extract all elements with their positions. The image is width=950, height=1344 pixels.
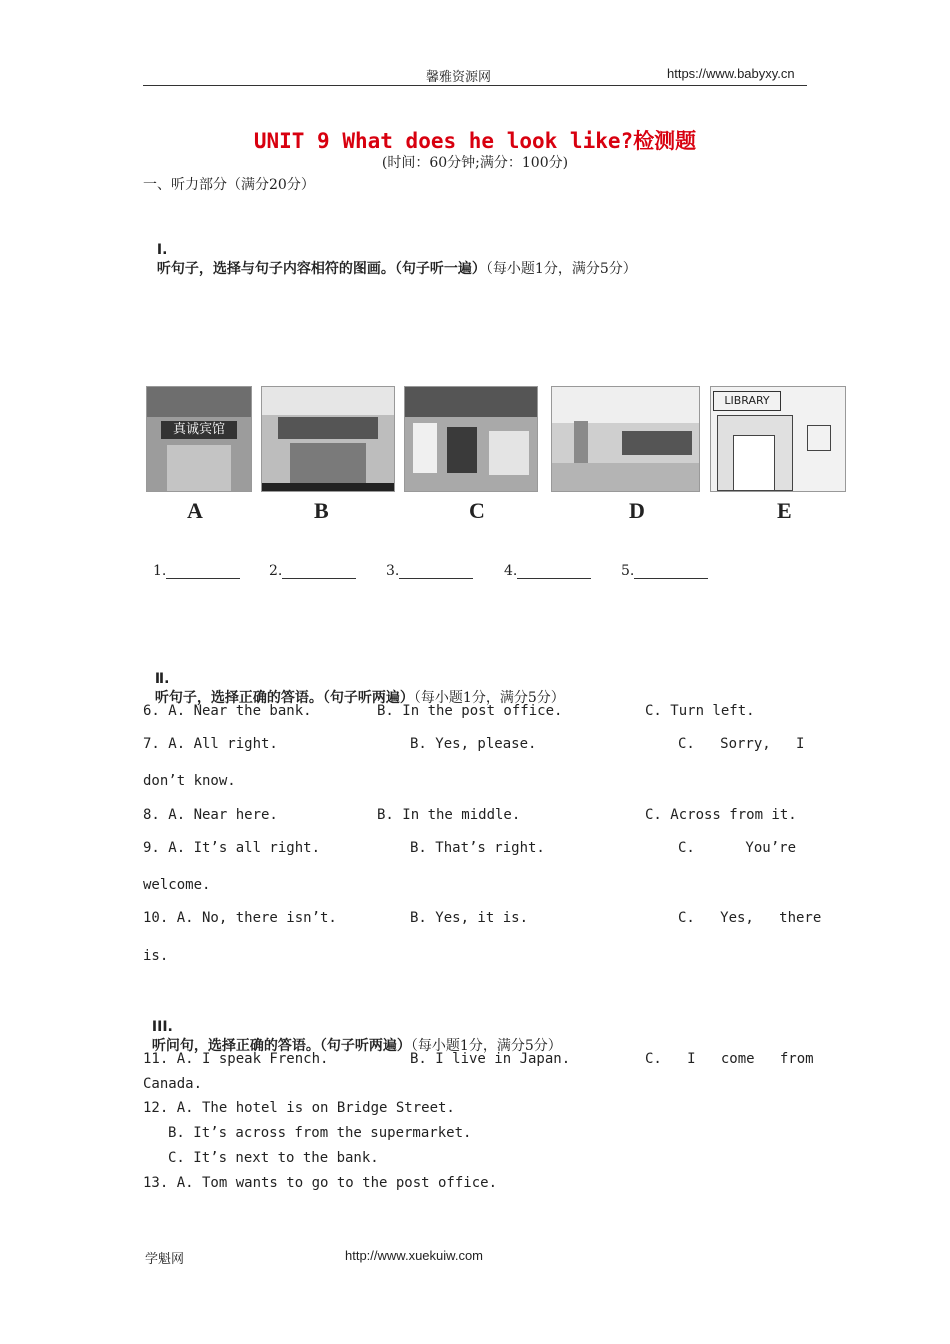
section-3-instruction: 听问句，选择正确的答语。（句子听两遍） [151,1038,411,1054]
q9-option-c: C. You’re [678,840,797,856]
blank-number: 3. [386,563,400,579]
picture-c-market [404,386,538,492]
picture-e-library [710,386,846,492]
answer-blank-3[interactable] [386,563,473,579]
q13-option-a: 13. A. Tom wants to go to the post office. [143,1175,498,1191]
picture-a-sign: 真诚宾馆 [161,421,237,439]
q6-option-c: C. Turn left. [645,703,755,719]
q10-option-b: B. Yes, it is. [410,910,529,926]
blank-number: 5. [621,563,635,579]
q10-option-c: C. Yes, there [678,910,822,926]
q9-option-a: 9. A. It’s all right. [143,840,321,856]
section-1-heading [148,226,637,278]
answer-blank-1[interactable] [153,563,240,579]
q9-option-b: B. That’s right. [410,840,545,856]
q8-option-c: C. Across from it. [645,807,797,823]
q7-option-a: 7. A. All right. [143,736,278,752]
q10-option-c-cont: is. [143,948,169,964]
section-3-note: （每小题1分，满分5分） [410,1038,562,1054]
q12-option-a: 12. A. The hotel is on Bridge Street. [143,1100,455,1116]
picture-label-d: D [629,498,645,523]
q6-option-a: 6. A. Near the bank. [143,703,312,719]
q8-option-a: 8. A. Near here. [143,807,278,823]
q11-option-c: C. I come from [645,1051,814,1067]
picture-e-sign: LIBRARY [713,391,781,411]
picture-label-c: C [469,498,485,523]
q6-option-b: B. In the post office. [377,703,563,719]
footer-site-name: 学魁网 [145,1252,185,1267]
picture-label-b: B [314,498,329,523]
header-divider [143,85,807,86]
q12-option-c: C. It’s next to the bank. [168,1150,379,1166]
section-1-note: （每小题1分，满分5分） [485,261,637,277]
section-2-number: Ⅱ. [154,671,170,687]
q11-option-a: 11. A. I speak French. [143,1051,329,1067]
page-title: UNIT 9 What does he look like?检测题 [253,129,697,153]
section-1-instruction: 听句子，选择与句子内容相符的图画。（句子听一遍） [156,261,486,277]
q9-option-c-cont: welcome. [143,877,211,893]
header-url[interactable]: https://www.babyxy.cn [667,66,795,81]
page-subtitle: (时间：60分钟;满分：100分) [381,155,569,171]
picture-b-bank [261,386,395,492]
q7-option-b: B. Yes, please. [410,736,537,752]
section-3-heading [143,1003,562,1055]
q7-option-c: C. Sorry, I [678,736,805,752]
answer-blank-4[interactable] [504,563,591,579]
footer-url[interactable]: http://www.xuekuiw.com [345,1248,483,1263]
header-site-name: 馨雅资源网 [426,70,492,85]
section-2-instruction: 听句子，选择正确的答语。（句子听两遍） [154,690,414,706]
section-2-note: （每小题1分，满分5分） [413,690,565,706]
section-1-number: Ⅰ. [156,242,168,258]
part-heading: 一、听力部分（满分20分） [143,177,315,193]
q7-option-c-cont: don’t know. [143,773,236,789]
picture-label-e: E [777,498,792,523]
picture-d-street [551,386,700,492]
q10-option-a: 10. A. No, there isn’t. [143,910,337,926]
blank-number: 2. [269,563,283,579]
section-3-number: III. [151,1019,173,1035]
picture-a-hotel [146,386,252,492]
blank-number: 1. [153,563,167,579]
q11-option-c-cont: Canada. [143,1076,203,1092]
q8-option-b: B. In the middle. [377,807,521,823]
answer-blank-5[interactable] [621,563,708,579]
section-2-heading [146,655,565,707]
blank-number: 4. [504,563,518,579]
picture-label-a: A [187,498,203,523]
q11-option-b: B. I live in Japan. [410,1051,571,1067]
q12-option-b: B. It’s across from the supermarket. [168,1125,472,1141]
answer-blank-2[interactable] [269,563,356,579]
